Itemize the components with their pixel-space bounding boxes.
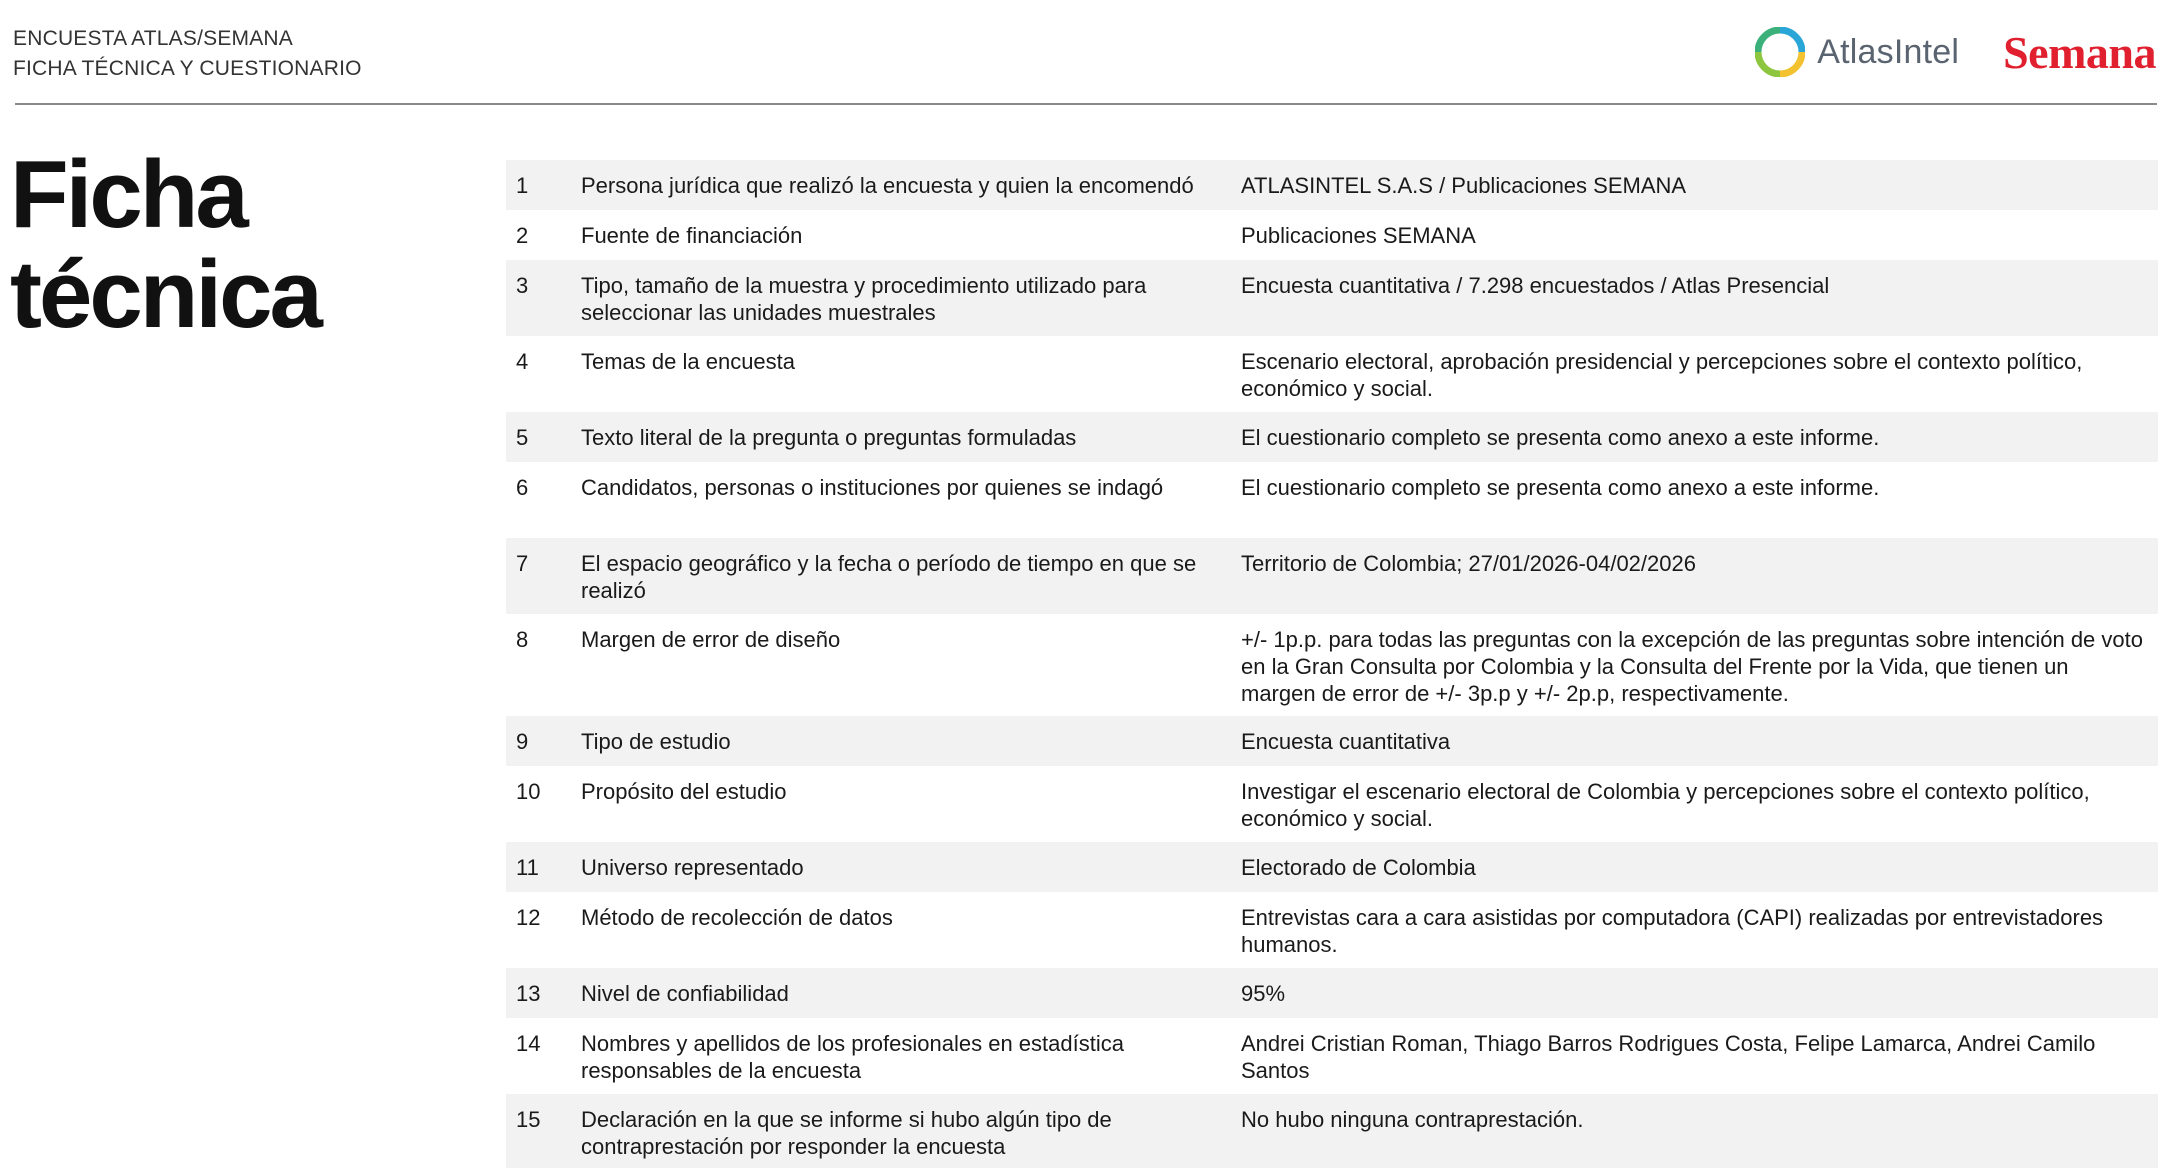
title-line-2: técnica <box>10 241 320 348</box>
table-row <box>506 716 2158 766</box>
table-row <box>506 160 2158 210</box>
row-question: Nombres y apellidos de los profesionales en estadística responsables de la encuesta <box>581 1031 1124 1083</box>
table-row <box>506 1094 2158 1168</box>
row-question: Tipo, tamaño de la muestra y procedimiento utilizado para seleccionar las unidades muestrales <box>581 273 1147 325</box>
row-answer: Electorado de Colombia <box>1241 855 1476 880</box>
document-header <box>13 24 362 84</box>
table-row <box>506 260 2158 336</box>
table-row <box>506 842 2158 892</box>
row-number: 4 <box>516 349 529 374</box>
row-number: 8 <box>516 627 529 652</box>
header-divider <box>15 103 2157 105</box>
row-question: Declaración en la que se informe si hubo algún tipo de contraprestación por responder la encuesta <box>581 1107 1112 1159</box>
row-question: Propósito del estudio <box>581 779 787 804</box>
row-number: 6 <box>516 475 529 500</box>
row-question: Nivel de confiabilidad <box>581 981 789 1006</box>
table-row <box>506 766 2158 842</box>
header-line-1: ENCUESTA ATLAS/SEMANA <box>13 27 293 50</box>
row-answer: Andrei Cristian Roman, Thiago Barros Rodrigues Costa, Felipe Lamarca, Andrei Camilo Santos <box>1241 1031 2096 1083</box>
row-answer: Investigar el escenario electoral de Colombia y percepciones sobre el contexto político, económico y social. <box>1241 779 2090 831</box>
row-number: 12 <box>516 905 541 930</box>
table-row <box>506 614 2158 716</box>
row-answer: No hubo ninguna contraprestación. <box>1241 1107 1584 1132</box>
row-answer: +/- 1p.p. para todas las preguntas con la excepción de las preguntas sobre intención de voto en la Gran Consulta por Colombia y la Consulta del Frente por la Vida, que tienen un margen de error de +/- 3p.p y +/- 2p.p, respectivamente. <box>1241 627 2143 706</box>
row-answer: Encuesta cuantitativa <box>1241 729 1451 754</box>
table-row <box>506 336 2158 412</box>
row-question: Margen de error de diseño <box>581 627 841 652</box>
row-answer: Escenario electoral, aprobación presidencial y percepciones sobre el contexto político, económico y social. <box>1241 349 2083 401</box>
row-answer: Encuesta cuantitativa / 7.298 encuestados / Atlas Presencial <box>1241 273 1830 298</box>
semana-logo: Semana <box>2003 26 2156 78</box>
row-question: Tipo de estudio <box>581 729 731 754</box>
row-answer: ATLASINTEL S.A.S / Publicaciones SEMANA <box>1241 173 1687 198</box>
title-line-1: Ficha <box>10 141 246 248</box>
table-row <box>506 210 2158 260</box>
row-answer: Territorio de Colombia; 27/01/2026-04/02/2026 <box>1241 551 1696 576</box>
row-answer: Entrevistas cara a cara asistidas por computadora (CAPI) realizadas por entrevistadores humanos. <box>1241 905 2104 957</box>
row-answer: El cuestionario completo se presenta como anexo a este informe. <box>1241 425 1880 450</box>
row-question: Candidatos, personas o instituciones por quienes se indagó <box>581 475 1164 500</box>
table-row <box>506 462 2158 538</box>
table-row <box>506 892 2158 968</box>
row-number: 5 <box>516 425 529 450</box>
row-number: 11 <box>516 855 539 880</box>
row-number: 2 <box>516 223 529 248</box>
row-answer: El cuestionario completo se presenta como anexo a este informe. <box>1241 475 1880 500</box>
row-answer: Publicaciones SEMANA <box>1241 223 1476 248</box>
ficha-tecnica-table <box>506 160 2158 1168</box>
row-question: Temas de la encuesta <box>581 349 796 374</box>
atlasintel-logo-text: AtlasIntel <box>1817 32 1960 71</box>
table-row <box>506 1018 2158 1094</box>
row-question: El espacio geográfico y la fecha o período de tiempo en que se realizó <box>581 551 1197 603</box>
row-number: 15 <box>516 1107 541 1132</box>
row-question: Método de recolección de datos <box>581 905 893 930</box>
header-line-2: FICHA TÉCNICA Y CUESTIONARIO <box>13 57 362 80</box>
row-number: 14 <box>516 1031 541 1056</box>
page-title <box>10 141 320 348</box>
row-number: 7 <box>516 551 529 576</box>
row-question: Universo representado <box>581 855 804 880</box>
row-question: Persona jurídica que realizó la encuesta y quien la encomendó <box>581 173 1194 198</box>
atlasintel-logo-icon <box>1755 27 1805 77</box>
table-row <box>506 968 2158 1018</box>
row-answer: 95% <box>1241 981 1286 1006</box>
table-row <box>506 538 2158 614</box>
atlasintel-logo <box>1755 27 1959 77</box>
logos <box>1755 22 2156 82</box>
row-number: 3 <box>516 273 529 298</box>
row-question: Fuente de financiación <box>581 223 803 248</box>
row-number: 13 <box>516 981 541 1006</box>
table-row <box>506 412 2158 462</box>
row-number: 10 <box>516 779 541 804</box>
row-number: 1 <box>516 173 529 198</box>
row-number: 9 <box>516 729 529 754</box>
row-question: Texto literal de la pregunta o preguntas formuladas <box>581 425 1077 450</box>
